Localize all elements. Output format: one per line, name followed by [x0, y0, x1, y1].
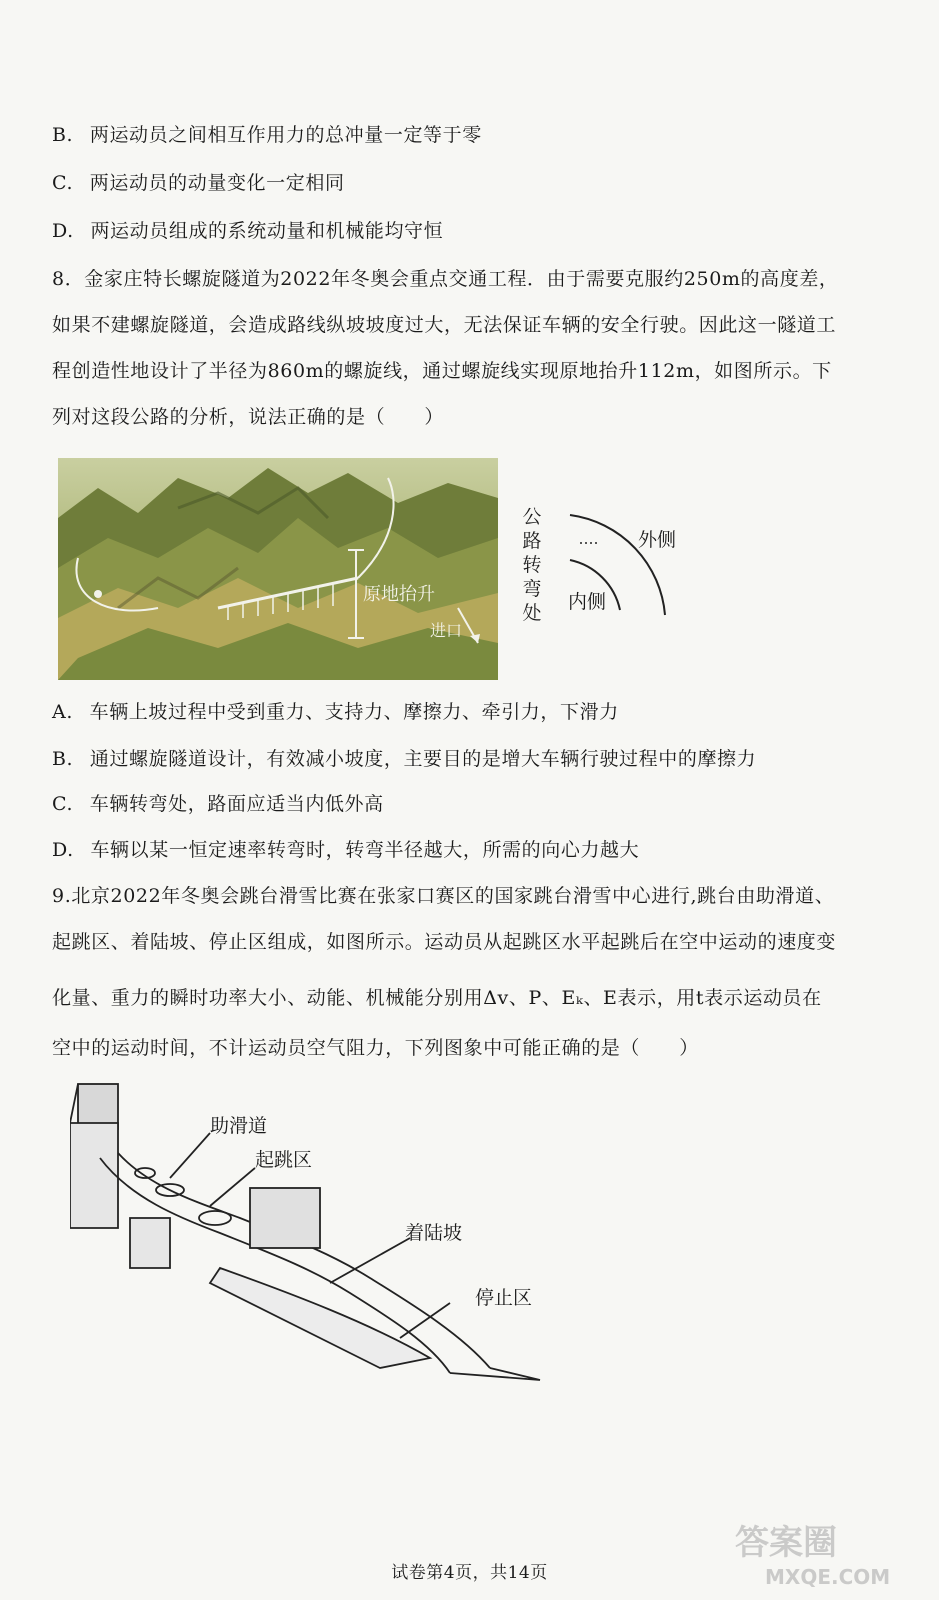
q8-option-d [52, 836, 639, 864]
runway-label: 助滑道 [210, 1115, 268, 1137]
page-footer: 试卷第4页，共14页 [391, 1563, 548, 1583]
option-text: 通过螺旋隧道设计，有效减小坡度，主要目的是增大车辆行驶过程中的摩擦力 [89, 748, 757, 770]
q9-stem-line: 空中的运动时间，不计运动员空气阻力，下列图象中可能正确的是（ ） [52, 1037, 699, 1059]
q9-stem-line: 化量、重力的瞬时功率大小、动能、机械能分别用Δv、P、Eₖ、E表示，用t表示运动员在 [52, 987, 822, 1009]
q7-option-d [52, 217, 443, 245]
outer-label: 外侧 [638, 529, 677, 551]
q9-stem-line: 起跳区、着陆坡、停止区组成，如图所示。运动员从起跳区水平起跳后在空中运动的速度变 [52, 931, 837, 953]
q8-option-a [52, 698, 619, 726]
lift-label: 原地抬升 [363, 584, 435, 605]
curve-char: 转 [522, 554, 542, 576]
curve-char: 路 [522, 530, 542, 552]
option-letter: A. [52, 701, 73, 723]
curve-char: 弯 [522, 578, 542, 600]
entrance-label: 进口 [430, 621, 463, 640]
option-letter: D. [52, 839, 74, 861]
option-text: 两运动员组成的系统动量和机械能均守恒 [90, 220, 444, 242]
q8-stem-line: 程创造性地设计了半径为860m的螺旋线，通过螺旋线实现原地抬升112m，如图所示。下 [52, 360, 832, 382]
curve-char: 公 [522, 506, 542, 528]
ski-jump-drawing [70, 1078, 570, 1398]
q9-stem-line: 9.北京2022年冬奥会跳台滑雪比赛在张家口赛区的国家跳台滑雪中心进行,跳台由助滑道、 [52, 885, 835, 907]
takeoff-label: 起跳区 [255, 1149, 313, 1171]
road-curve-diagram [520, 505, 700, 655]
svg-text:答案圈: 答案圈 [735, 1523, 837, 1563]
option-text: 车辆上坡过程中受到重力、支持力、摩擦力、牵引力，下滑力 [89, 701, 619, 723]
tunnel-photo [58, 458, 498, 680]
curve-vertical-label [520, 505, 544, 625]
option-text: 车辆以某一恒定速率转弯时，转弯半径越大，所需的向心力越大 [90, 839, 640, 861]
mountain-illustration [58, 458, 498, 680]
ski-jump-diagram [70, 1078, 570, 1398]
option-text: 两运动员之间相互作用力的总冲量一定等于零 [89, 124, 482, 146]
option-letter: B. [52, 124, 74, 146]
option-letter: D. [52, 220, 74, 242]
q7-option-b [52, 121, 482, 149]
stop-label: 停止区 [475, 1287, 533, 1309]
option-letter: C. [52, 793, 74, 815]
q8-stem-line: 列对这段公路的分析，说法正确的是（ ） [52, 406, 445, 428]
q8-stem-line: 如果不建螺旋隧道，会造成路线纵坡坡度过大，无法保证车辆的安全行驶。因此这一隧道工 [52, 314, 837, 336]
q7-option-c [52, 169, 345, 197]
curve-char: 处 [522, 602, 542, 624]
option-text: 两运动员的动量变化一定相同 [89, 172, 345, 194]
option-text: 车辆转弯处，路面应适当内低外高 [89, 793, 384, 815]
svg-text:MXQE.COM: MXQE.COM [765, 1565, 891, 1589]
inner-label: 内侧 [568, 591, 607, 613]
watermark-icon [725, 1512, 925, 1592]
option-letter: C. [52, 172, 74, 194]
q8-option-b [52, 745, 756, 773]
landing-label: 着陆坡 [405, 1222, 463, 1244]
watermark-logo [725, 1512, 925, 1592]
q8-stem-line: 8．金家庄特长螺旋隧道为2022年冬奥会重点交通工程．由于需要克服约250m的高度差， [52, 268, 839, 290]
q8-option-c [52, 790, 384, 818]
option-letter: B. [52, 748, 74, 770]
